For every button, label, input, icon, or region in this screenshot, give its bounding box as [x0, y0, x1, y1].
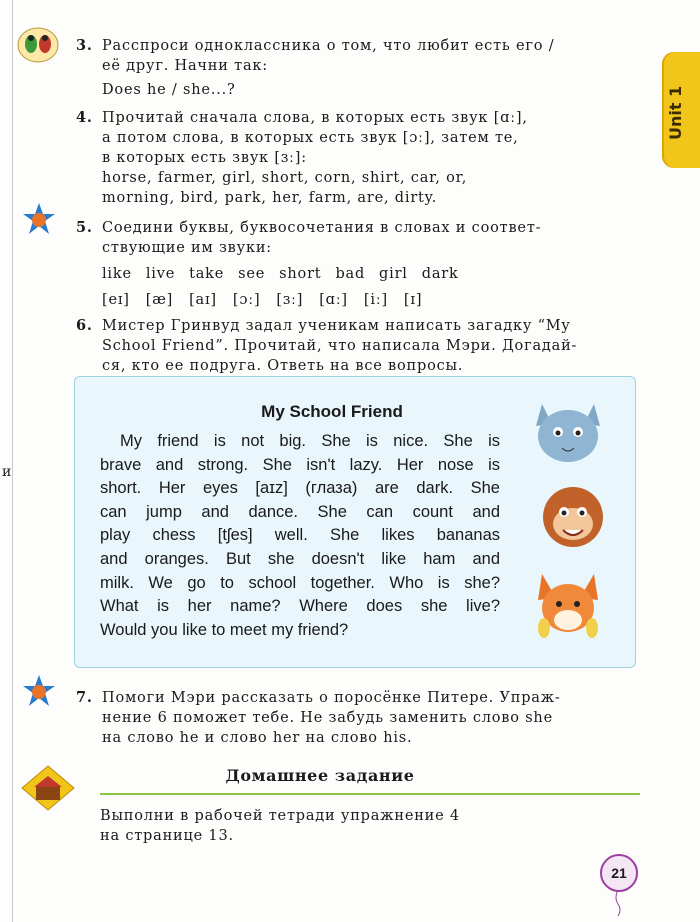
word: short	[279, 266, 322, 282]
sound: [ɜː]	[276, 292, 304, 308]
cat-icon	[528, 394, 608, 470]
sound: [aɪ]	[189, 292, 217, 308]
exercise-number: 6.	[76, 317, 93, 334]
exercise-number: 3.	[76, 37, 93, 54]
words-row	[102, 264, 541, 284]
story-line: milk. We go to school together. Who is she?	[100, 573, 500, 592]
exercise-number: 5.	[76, 219, 93, 236]
fox-star-icon-ex7	[22, 674, 56, 708]
unit-tab-label: Unit 1	[666, 85, 685, 140]
page-margin-line	[12, 0, 13, 922]
sound: [ɑː]	[319, 292, 348, 308]
homework-line: Выполни в рабочей тетради упражнение 4	[100, 808, 460, 824]
sound: [eɪ]	[102, 292, 130, 308]
exercise-text-line: на слово he и слово her на слово his.	[102, 730, 413, 746]
story-line: What is her name? Where does she live?	[100, 597, 500, 616]
unit-tab[interactable]	[662, 52, 700, 168]
monkey-icon	[536, 482, 610, 552]
exercise-text-line: Расспроси одноклассника о том, что любит есть его /	[102, 38, 555, 54]
word-list-line: horse, farmer, girl, short, corn, shirt, car, or,	[102, 170, 468, 186]
word: dark	[421, 266, 459, 282]
house-icon	[20, 764, 76, 812]
story-line: play chess [tʃes] well. She likes bananas	[100, 526, 500, 545]
homework-title: Домашнее задание	[225, 766, 415, 785]
exercise-5	[76, 218, 542, 310]
story-line: brave and strong. She isn't lazy. Her nose is	[100, 455, 500, 474]
exercise-text-line: а потом слова, в которых есть звук [ɔː], затем те,	[102, 130, 519, 146]
sound: [ɪ]	[403, 292, 423, 308]
exercise-4	[76, 108, 528, 208]
word: girl	[379, 266, 408, 282]
sound: [æ]	[145, 292, 174, 308]
story-text	[100, 430, 500, 642]
story-line: Would you like to meet my friend?	[100, 620, 349, 639]
exercise-text-line: Прочитай сначала слова, в которых есть звук [ɑː],	[102, 110, 528, 126]
exercise-7	[76, 688, 561, 748]
story-line: short. Her eyes [aɪz] (глаза) are dark. She	[100, 479, 500, 498]
story-line: and oranges. But she doesn't like ham and	[100, 549, 500, 568]
homework-divider	[100, 793, 640, 795]
exercise-3	[76, 36, 555, 100]
exercise-text-line: Мистер Гринвуд задал ученикам написать загадку “My	[102, 318, 571, 334]
exercise-text-line: её друг. Начни так:	[102, 58, 268, 74]
exercise-number: 7.	[76, 689, 93, 706]
sound: [ɔː]	[232, 292, 261, 308]
balloon-string-icon	[614, 890, 622, 916]
word: like	[102, 266, 132, 282]
exercise-number: 4.	[76, 109, 93, 126]
exercise-text-line: Does he / she...?	[102, 82, 236, 98]
exercise-text-line: нение 6 поможет тебе. Не забудь заменить слово she	[102, 710, 553, 726]
parrots-icon	[16, 26, 60, 64]
exercise-6	[76, 316, 578, 376]
sounds-row	[102, 290, 541, 310]
word: bad	[335, 266, 366, 282]
homework-line: на странице 13.	[100, 828, 234, 844]
word: live	[145, 266, 176, 282]
page-number: 21	[600, 854, 638, 892]
sound: [iː]	[363, 292, 388, 308]
homework-text	[100, 806, 460, 846]
exercise-text-line: Соедини буквы, буквосочетания в словах и соответ-	[102, 220, 542, 236]
story-line: can jump and dance. She can count and	[100, 502, 500, 521]
story-title: My School Friend	[261, 402, 403, 421]
fox-icon	[528, 568, 608, 644]
word: see	[238, 266, 266, 282]
exercise-text-line: ствующие им звуки:	[102, 240, 272, 256]
exercise-text-line: в которых есть звук [ɜː]:	[102, 150, 307, 166]
story-line: My friend is not big. She is nice. She is	[120, 432, 500, 450]
fox-star-icon-ex5	[22, 202, 56, 236]
exercise-text-line: Помоги Мэри рассказать о поросёнке Питере. Упраж-	[102, 690, 561, 706]
exercise-text-line: ся, кто ее подруга. Ответь на все вопросы.	[102, 358, 464, 374]
margin-letter: и	[2, 464, 12, 480]
word-list-line: morning, bird, park, her, farm, are, dirty.	[102, 190, 438, 206]
exercise-text-line: School Friend”. Прочитай, что написала Мэри. Догадай-	[102, 338, 578, 354]
word: take	[189, 266, 225, 282]
